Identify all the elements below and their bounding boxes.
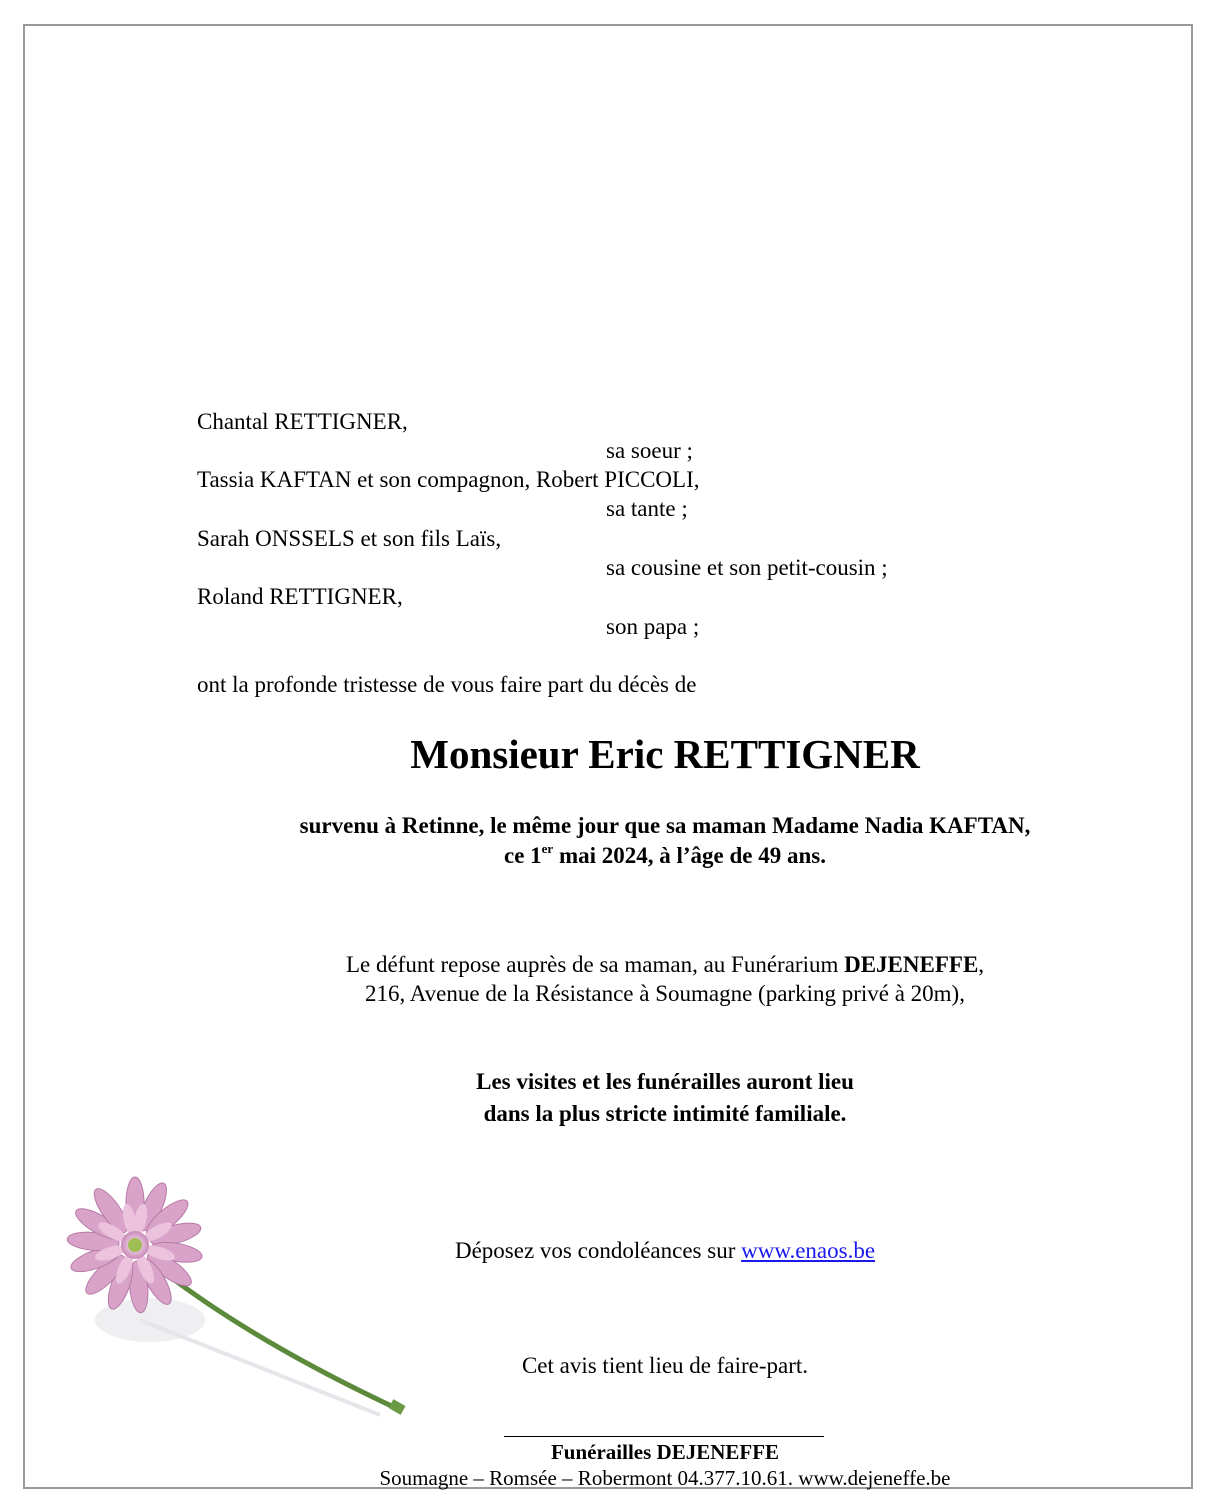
family-name-4: Roland RETTIGNER, (197, 584, 403, 609)
family-name-3: Sarah ONSSELS et son fils Laïs, (197, 526, 502, 551)
footer-rule (504, 1436, 824, 1437)
footer-company: Funérailles DEJENEFFE (550, 1440, 780, 1464)
condolences-text: Déposez vos condoléances sur www.enaos.be (454, 1238, 876, 1263)
rest-line-2: 216, Avenue de la Résistance à Soumagne (parking privé à 20m), (365, 981, 965, 1006)
family-name-1: Chantal RETTIGNER, (197, 409, 408, 434)
condolences-link[interactable]: www.enaos.be (741, 1238, 876, 1263)
rest-line-1: Le défunt repose auprès de sa maman, au Funérarium DEJENEFFE, (345, 952, 985, 977)
circumstances-line-2: ce 1er mai 2024, à l’âge de 49 ans. (503, 841, 827, 868)
visits-line-1: Les visites et les funérailles auront lieu (476, 1069, 854, 1094)
flower-icon (50, 1170, 430, 1430)
circumstances-line-1: survenu à Retinne, le même jour que sa maman Madame Nadia KAFTAN, (299, 813, 1031, 838)
notice-text: Cet avis tient lieu de faire-part. (521, 1353, 809, 1378)
family-relation-2: sa tante ; (606, 496, 688, 521)
family-relation-3: sa cousine et son petit-cousin ; (606, 555, 888, 580)
deceased-name: Monsieur Eric RETTIGNER (410, 731, 920, 777)
visits-line-2: dans la plus stricte intimité familiale. (483, 1101, 847, 1126)
family-relation-4: son papa ; (606, 614, 700, 639)
family-relation-1: sa soeur ; (606, 438, 693, 463)
footer-info: Soumagne – Romsée – Robermont 04.377.10.61. www.dejeneffe.be (379, 1466, 951, 1490)
intro-text: ont la profonde tristesse de vous faire part du décès de (197, 672, 697, 697)
family-name-2: Tassia KAFTAN et son compagnon, Robert PICCOLI, (197, 467, 700, 492)
